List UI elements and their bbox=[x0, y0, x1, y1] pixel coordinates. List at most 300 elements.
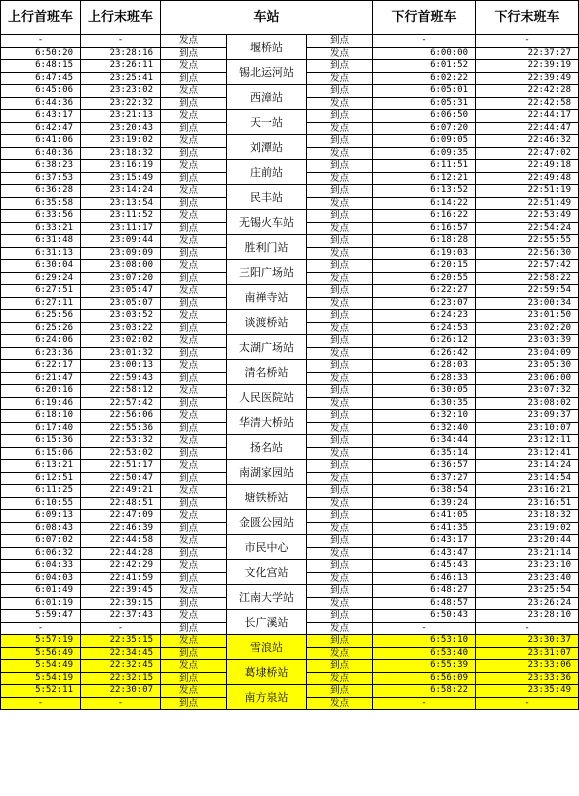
down-last-time: 22:42:28 bbox=[476, 85, 579, 98]
up-first-time: 6:29:24 bbox=[1, 272, 81, 285]
up-depart-label: 发点 bbox=[161, 585, 227, 598]
down-last-time: - bbox=[476, 622, 579, 635]
down-last-time: 23:04:09 bbox=[476, 347, 579, 360]
down-arrive-label: 到点 bbox=[307, 210, 373, 223]
up-arrive-label: 到点 bbox=[161, 247, 227, 260]
up-arrive-label: 到点 bbox=[161, 97, 227, 110]
up-last-time: - bbox=[81, 697, 161, 710]
up-last-time: 22:59:43 bbox=[81, 372, 161, 385]
up-first-time: 6:25:56 bbox=[1, 310, 81, 323]
down-first-time: 6:09:35 bbox=[373, 147, 476, 160]
down-last-time: 23:07:32 bbox=[476, 385, 579, 398]
station-name: 南湖家园站 bbox=[227, 460, 307, 485]
up-last-time: 23:09:09 bbox=[81, 247, 161, 260]
up-first-time: 6:24:06 bbox=[1, 335, 81, 348]
up-arrive-label: 到点 bbox=[161, 497, 227, 510]
down-last-time: 22:42:58 bbox=[476, 97, 579, 110]
up-arrive-label: 到点 bbox=[161, 697, 227, 710]
table-row bbox=[1, 460, 579, 473]
down-first-time: 6:24:23 bbox=[373, 310, 476, 323]
header-up-first: 上行首班车 bbox=[1, 1, 81, 35]
up-last-time: 23:19:02 bbox=[81, 135, 161, 148]
station-name: 塘铁桥站 bbox=[227, 485, 307, 510]
up-last-time: 22:34:45 bbox=[81, 647, 161, 660]
down-first-time: 6:50:43 bbox=[373, 610, 476, 623]
up-first-time: 5:52:11 bbox=[1, 685, 81, 698]
down-arrive-label: 到点 bbox=[307, 35, 373, 48]
table-row bbox=[1, 110, 579, 123]
up-depart-label: 发点 bbox=[161, 185, 227, 198]
down-arrive-label: 到点 bbox=[307, 185, 373, 198]
station-name: 长广溪站 bbox=[227, 610, 307, 635]
down-arrive-label: 到点 bbox=[307, 585, 373, 598]
up-arrive-label: 到点 bbox=[161, 197, 227, 210]
down-last-time: 22:46:32 bbox=[476, 135, 579, 148]
station-name: 锡北运河站 bbox=[227, 60, 307, 85]
down-first-time: - bbox=[373, 697, 476, 710]
down-last-time: 23:18:32 bbox=[476, 510, 579, 523]
down-last-time: 23:23:40 bbox=[476, 572, 579, 585]
station-name: 庄前站 bbox=[227, 160, 307, 185]
up-first-time: 6:08:43 bbox=[1, 522, 81, 535]
down-depart-label: 发点 bbox=[307, 97, 373, 110]
table-row bbox=[1, 535, 579, 548]
station-name: 太湖广场站 bbox=[227, 335, 307, 360]
table-row bbox=[1, 210, 579, 223]
down-arrive-label: 到点 bbox=[307, 610, 373, 623]
up-first-time: - bbox=[1, 622, 81, 635]
down-arrive-label: 到点 bbox=[307, 310, 373, 323]
down-first-time: 6:12:21 bbox=[373, 172, 476, 185]
down-first-time: 6:05:31 bbox=[373, 97, 476, 110]
up-first-time: 6:41:06 bbox=[1, 135, 81, 148]
up-last-time: 22:48:51 bbox=[81, 497, 161, 510]
up-last-time: 23:07:20 bbox=[81, 272, 161, 285]
up-last-time: 22:35:15 bbox=[81, 635, 161, 648]
down-arrive-label: 到点 bbox=[307, 635, 373, 648]
up-last-time: 22:42:29 bbox=[81, 560, 161, 573]
up-depart-label: 发点 bbox=[161, 410, 227, 423]
down-first-time: 6:13:52 bbox=[373, 185, 476, 198]
up-last-time: 23:26:11 bbox=[81, 60, 161, 73]
station-name: 堰桥站 bbox=[227, 35, 307, 60]
down-last-time: 22:49:18 bbox=[476, 160, 579, 173]
up-last-time: 23:11:52 bbox=[81, 210, 161, 223]
down-arrive-label: 到点 bbox=[307, 685, 373, 698]
down-first-time: 6:30:35 bbox=[373, 397, 476, 410]
down-first-time: 6:43:47 bbox=[373, 547, 476, 560]
down-depart-label: 发点 bbox=[307, 597, 373, 610]
up-depart-label: 发点 bbox=[161, 160, 227, 173]
up-first-time: 6:27:51 bbox=[1, 285, 81, 298]
up-last-time: 23:18:32 bbox=[81, 147, 161, 160]
down-arrive-label: 到点 bbox=[307, 385, 373, 398]
down-first-time: 6:48:27 bbox=[373, 585, 476, 598]
up-last-time: 23:11:17 bbox=[81, 222, 161, 235]
up-first-time: 6:11:25 bbox=[1, 485, 81, 498]
up-first-time: 6:12:51 bbox=[1, 472, 81, 485]
up-first-time: 6:15:06 bbox=[1, 447, 81, 460]
down-depart-label: 发点 bbox=[307, 297, 373, 310]
up-arrive-label: 到点 bbox=[161, 622, 227, 635]
table-row bbox=[1, 385, 579, 398]
down-first-time: 6:22:27 bbox=[373, 285, 476, 298]
down-depart-label: 发点 bbox=[307, 222, 373, 235]
down-first-time: 6:06:50 bbox=[373, 110, 476, 123]
up-last-time: - bbox=[81, 35, 161, 48]
down-last-time: 23:16:51 bbox=[476, 497, 579, 510]
up-first-time: 6:27:11 bbox=[1, 297, 81, 310]
down-first-time: 6:41:35 bbox=[373, 522, 476, 535]
up-depart-label: 发点 bbox=[161, 460, 227, 473]
down-depart-label: 发点 bbox=[307, 372, 373, 385]
station-name: 无锡火车站 bbox=[227, 210, 307, 235]
down-arrive-label: 到点 bbox=[307, 510, 373, 523]
up-depart-label: 发点 bbox=[161, 310, 227, 323]
down-depart-label: 发点 bbox=[307, 697, 373, 710]
down-last-time: 23:06:00 bbox=[476, 372, 579, 385]
station-name: 南禅寺站 bbox=[227, 285, 307, 310]
up-first-time: 6:10:55 bbox=[1, 497, 81, 510]
down-first-time: 6:46:13 bbox=[373, 572, 476, 585]
down-first-time: 6:58:22 bbox=[373, 685, 476, 698]
down-last-time: 22:55:55 bbox=[476, 235, 579, 248]
table-row bbox=[1, 310, 579, 323]
header-station: 车站 bbox=[161, 1, 373, 35]
table-row bbox=[1, 85, 579, 98]
table-row bbox=[1, 510, 579, 523]
up-arrive-label: 到点 bbox=[161, 172, 227, 185]
station-name: 民丰站 bbox=[227, 185, 307, 210]
table-row bbox=[1, 235, 579, 248]
up-first-time: - bbox=[1, 35, 81, 48]
down-last-time: 23:02:20 bbox=[476, 322, 579, 335]
up-first-time: 6:25:26 bbox=[1, 322, 81, 335]
station-name: 葛埭桥站 bbox=[227, 660, 307, 685]
up-arrive-label: 到点 bbox=[161, 372, 227, 385]
up-last-time: 22:56:06 bbox=[81, 410, 161, 423]
down-last-time: 23:21:14 bbox=[476, 547, 579, 560]
station-name: 清名桥站 bbox=[227, 360, 307, 385]
table-row bbox=[1, 360, 579, 373]
up-first-time: 6:06:32 bbox=[1, 547, 81, 560]
up-first-time: 5:54:19 bbox=[1, 672, 81, 685]
up-last-time: 23:14:24 bbox=[81, 185, 161, 198]
down-last-time: 23:28:10 bbox=[476, 610, 579, 623]
up-first-time: 6:45:06 bbox=[1, 85, 81, 98]
up-first-time: 6:44:36 bbox=[1, 97, 81, 110]
up-arrive-label: 到点 bbox=[161, 122, 227, 135]
down-last-time: 23:08:02 bbox=[476, 397, 579, 410]
up-arrive-label: 到点 bbox=[161, 447, 227, 460]
station-name: 人民医院站 bbox=[227, 385, 307, 410]
down-first-time: 6:18:28 bbox=[373, 235, 476, 248]
down-depart-label: 发点 bbox=[307, 122, 373, 135]
down-arrive-label: 到点 bbox=[307, 260, 373, 273]
up-last-time: 22:32:45 bbox=[81, 660, 161, 673]
down-arrive-label: 到点 bbox=[307, 335, 373, 348]
down-first-time: 6:00:00 bbox=[373, 47, 476, 60]
up-arrive-label: 到点 bbox=[161, 222, 227, 235]
down-first-time: 6:19:03 bbox=[373, 247, 476, 260]
down-depart-label: 发点 bbox=[307, 397, 373, 410]
down-last-time: 22:37:27 bbox=[476, 47, 579, 60]
table-row bbox=[1, 585, 579, 598]
up-first-time: 6:47:45 bbox=[1, 72, 81, 85]
down-last-time: 23:19:02 bbox=[476, 522, 579, 535]
down-last-time: 22:56:30 bbox=[476, 247, 579, 260]
up-last-time: - bbox=[81, 622, 161, 635]
table-row bbox=[1, 560, 579, 573]
up-depart-label: 发点 bbox=[161, 660, 227, 673]
table-row bbox=[1, 635, 579, 648]
table-row bbox=[1, 135, 579, 148]
down-depart-label: 发点 bbox=[307, 622, 373, 635]
down-depart-label: 发点 bbox=[307, 572, 373, 585]
up-first-time: 6:33:21 bbox=[1, 222, 81, 235]
up-arrive-label: 到点 bbox=[161, 397, 227, 410]
up-depart-label: 发点 bbox=[161, 560, 227, 573]
down-depart-label: 发点 bbox=[307, 647, 373, 660]
table-row bbox=[1, 160, 579, 173]
up-last-time: 22:55:36 bbox=[81, 422, 161, 435]
down-first-time: 6:14:22 bbox=[373, 197, 476, 210]
down-first-time: 6:36:57 bbox=[373, 460, 476, 473]
up-first-time: 6:42:47 bbox=[1, 122, 81, 135]
table-row bbox=[1, 410, 579, 423]
down-first-time: 6:30:05 bbox=[373, 385, 476, 398]
table-row bbox=[1, 335, 579, 348]
down-depart-label: 发点 bbox=[307, 272, 373, 285]
down-last-time: 23:31:07 bbox=[476, 647, 579, 660]
up-last-time: 22:53:02 bbox=[81, 447, 161, 460]
down-last-time: 23:10:07 bbox=[476, 422, 579, 435]
down-depart-label: 发点 bbox=[307, 247, 373, 260]
station-name: 文化宫站 bbox=[227, 560, 307, 585]
up-last-time: 23:20:43 bbox=[81, 122, 161, 135]
up-last-time: 23:08:00 bbox=[81, 260, 161, 273]
station-name: 天一站 bbox=[227, 110, 307, 135]
down-first-time: 6:55:39 bbox=[373, 660, 476, 673]
down-first-time: 6:41:05 bbox=[373, 510, 476, 523]
up-last-time: 22:44:58 bbox=[81, 535, 161, 548]
down-first-time: 6:01:52 bbox=[373, 60, 476, 73]
down-arrive-label: 到点 bbox=[307, 435, 373, 448]
up-arrive-label: 到点 bbox=[161, 297, 227, 310]
station-name: 南方泉站 bbox=[227, 685, 307, 710]
down-depart-label: 发点 bbox=[307, 672, 373, 685]
up-last-time: 22:49:21 bbox=[81, 485, 161, 498]
down-depart-label: 发点 bbox=[307, 47, 373, 60]
down-first-time: 6:37:27 bbox=[373, 472, 476, 485]
down-first-time: 6:16:22 bbox=[373, 210, 476, 223]
table-row bbox=[1, 485, 579, 498]
down-arrive-label: 到点 bbox=[307, 85, 373, 98]
down-arrive-label: 到点 bbox=[307, 485, 373, 498]
down-depart-label: 发点 bbox=[307, 197, 373, 210]
up-first-time: 6:01:19 bbox=[1, 597, 81, 610]
up-first-time: 6:31:48 bbox=[1, 235, 81, 248]
down-first-time: 6:35:14 bbox=[373, 447, 476, 460]
up-depart-label: 发点 bbox=[161, 210, 227, 223]
down-last-time: - bbox=[476, 697, 579, 710]
up-arrive-label: 到点 bbox=[161, 347, 227, 360]
down-first-time: 6:39:24 bbox=[373, 497, 476, 510]
up-last-time: 23:09:44 bbox=[81, 235, 161, 248]
down-last-time: 23:30:37 bbox=[476, 635, 579, 648]
up-depart-label: 发点 bbox=[161, 435, 227, 448]
up-depart-label: 发点 bbox=[161, 135, 227, 148]
down-arrive-label: 到点 bbox=[307, 60, 373, 73]
up-last-time: 23:03:52 bbox=[81, 310, 161, 323]
down-first-time: 6:38:54 bbox=[373, 485, 476, 498]
up-first-time: - bbox=[1, 697, 81, 710]
header-up-last: 上行末班车 bbox=[81, 1, 161, 35]
down-last-time: 22:54:24 bbox=[476, 222, 579, 235]
table-row bbox=[1, 185, 579, 198]
up-arrive-label: 到点 bbox=[161, 522, 227, 535]
up-arrive-label: 到点 bbox=[161, 422, 227, 435]
up-last-time: 22:58:12 bbox=[81, 385, 161, 398]
station-name: 市民中心 bbox=[227, 535, 307, 560]
up-last-time: 22:32:15 bbox=[81, 672, 161, 685]
up-last-time: 23:01:32 bbox=[81, 347, 161, 360]
down-depart-label: 发点 bbox=[307, 497, 373, 510]
up-depart-label: 发点 bbox=[161, 235, 227, 248]
down-depart-label: 发点 bbox=[307, 547, 373, 560]
down-arrive-label: 到点 bbox=[307, 460, 373, 473]
up-arrive-label: 到点 bbox=[161, 672, 227, 685]
up-last-time: 23:05:47 bbox=[81, 285, 161, 298]
station-name: 江南大学站 bbox=[227, 585, 307, 610]
down-last-time: 23:35:49 bbox=[476, 685, 579, 698]
down-depart-label: 发点 bbox=[307, 522, 373, 535]
up-depart-label: 发点 bbox=[161, 635, 227, 648]
up-depart-label: 发点 bbox=[161, 285, 227, 298]
down-last-time: 23:00:34 bbox=[476, 297, 579, 310]
up-first-time: 5:54:49 bbox=[1, 660, 81, 673]
down-first-time: 6:28:33 bbox=[373, 372, 476, 385]
table-row bbox=[1, 660, 579, 673]
down-last-time: 23:25:54 bbox=[476, 585, 579, 598]
up-last-time: 22:37:43 bbox=[81, 610, 161, 623]
down-last-time: 23:12:41 bbox=[476, 447, 579, 460]
up-first-time: 5:59:47 bbox=[1, 610, 81, 623]
down-depart-label: 发点 bbox=[307, 347, 373, 360]
up-depart-label: 发点 bbox=[161, 385, 227, 398]
down-first-time: 6:07:20 bbox=[373, 122, 476, 135]
up-first-time: 6:48:15 bbox=[1, 60, 81, 73]
up-first-time: 6:13:21 bbox=[1, 460, 81, 473]
up-first-time: 6:15:36 bbox=[1, 435, 81, 448]
down-depart-label: 发点 bbox=[307, 72, 373, 85]
down-last-time: 23:09:37 bbox=[476, 410, 579, 423]
up-last-time: 22:39:15 bbox=[81, 597, 161, 610]
up-arrive-label: 到点 bbox=[161, 572, 227, 585]
header-down-first: 下行首班车 bbox=[373, 1, 476, 35]
up-last-time: 23:00:13 bbox=[81, 360, 161, 373]
up-first-time: 6:31:13 bbox=[1, 247, 81, 260]
down-last-time: 23:26:24 bbox=[476, 597, 579, 610]
up-first-time: 6:19:46 bbox=[1, 397, 81, 410]
up-first-time: 6:37:53 bbox=[1, 172, 81, 185]
down-arrive-label: 到点 bbox=[307, 110, 373, 123]
down-first-time: 6:26:42 bbox=[373, 347, 476, 360]
up-last-time: 23:15:49 bbox=[81, 172, 161, 185]
up-last-time: 22:57:42 bbox=[81, 397, 161, 410]
down-last-time: 23:03:39 bbox=[476, 335, 579, 348]
up-first-time: 6:40:36 bbox=[1, 147, 81, 160]
down-first-time: 6:53:10 bbox=[373, 635, 476, 648]
up-depart-label: 发点 bbox=[161, 485, 227, 498]
up-arrive-label: 到点 bbox=[161, 72, 227, 85]
up-last-time: 23:13:54 bbox=[81, 197, 161, 210]
down-first-time: 6:53:40 bbox=[373, 647, 476, 660]
down-first-time: 6:32:10 bbox=[373, 410, 476, 423]
down-arrive-label: 到点 bbox=[307, 135, 373, 148]
up-last-time: 23:05:07 bbox=[81, 297, 161, 310]
down-last-time: 22:51:19 bbox=[476, 185, 579, 198]
down-last-time: - bbox=[476, 35, 579, 48]
down-last-time: 23:05:30 bbox=[476, 360, 579, 373]
table-row bbox=[1, 60, 579, 73]
down-arrive-label: 到点 bbox=[307, 160, 373, 173]
station-name: 三阳广场站 bbox=[227, 260, 307, 285]
up-arrive-label: 到点 bbox=[161, 597, 227, 610]
up-first-time: 6:20:16 bbox=[1, 385, 81, 398]
up-first-time: 6:22:17 bbox=[1, 360, 81, 373]
up-depart-label: 发点 bbox=[161, 260, 227, 273]
up-first-time: 6:35:58 bbox=[1, 197, 81, 210]
up-arrive-label: 到点 bbox=[161, 272, 227, 285]
up-depart-label: 发点 bbox=[161, 610, 227, 623]
down-first-time: 6:24:53 bbox=[373, 322, 476, 335]
down-first-time: 6:09:05 bbox=[373, 135, 476, 148]
up-last-time: 22:51:17 bbox=[81, 460, 161, 473]
down-last-time: 23:20:44 bbox=[476, 535, 579, 548]
up-last-time: 23:25:41 bbox=[81, 72, 161, 85]
down-arrive-label: 到点 bbox=[307, 560, 373, 573]
down-first-time: 6:20:55 bbox=[373, 272, 476, 285]
down-first-time: - bbox=[373, 622, 476, 635]
down-last-time: 22:44:47 bbox=[476, 122, 579, 135]
up-last-time: 23:02:02 bbox=[81, 335, 161, 348]
down-last-time: 22:51:49 bbox=[476, 197, 579, 210]
down-depart-label: 发点 bbox=[307, 322, 373, 335]
down-last-time: 22:58:22 bbox=[476, 272, 579, 285]
up-first-time: 6:01:49 bbox=[1, 585, 81, 598]
up-depart-label: 发点 bbox=[161, 335, 227, 348]
down-first-time: 6:26:12 bbox=[373, 335, 476, 348]
up-depart-label: 发点 bbox=[161, 35, 227, 48]
timetable-body bbox=[1, 35, 579, 710]
down-first-time: 6:11:51 bbox=[373, 160, 476, 173]
down-last-time: 22:59:54 bbox=[476, 285, 579, 298]
up-depart-label: 发点 bbox=[161, 535, 227, 548]
up-last-time: 23:03:22 bbox=[81, 322, 161, 335]
up-arrive-label: 到点 bbox=[161, 147, 227, 160]
down-first-time: 6:56:09 bbox=[373, 672, 476, 685]
up-first-time: 6:17:40 bbox=[1, 422, 81, 435]
down-depart-label: 发点 bbox=[307, 172, 373, 185]
header-row bbox=[1, 1, 579, 35]
down-last-time: 23:33:06 bbox=[476, 660, 579, 673]
down-last-time: 22:53:49 bbox=[476, 210, 579, 223]
up-last-time: 22:47:09 bbox=[81, 510, 161, 523]
station-name: 金匮公园站 bbox=[227, 510, 307, 535]
down-last-time: 23:23:10 bbox=[476, 560, 579, 573]
table-row bbox=[1, 685, 579, 698]
